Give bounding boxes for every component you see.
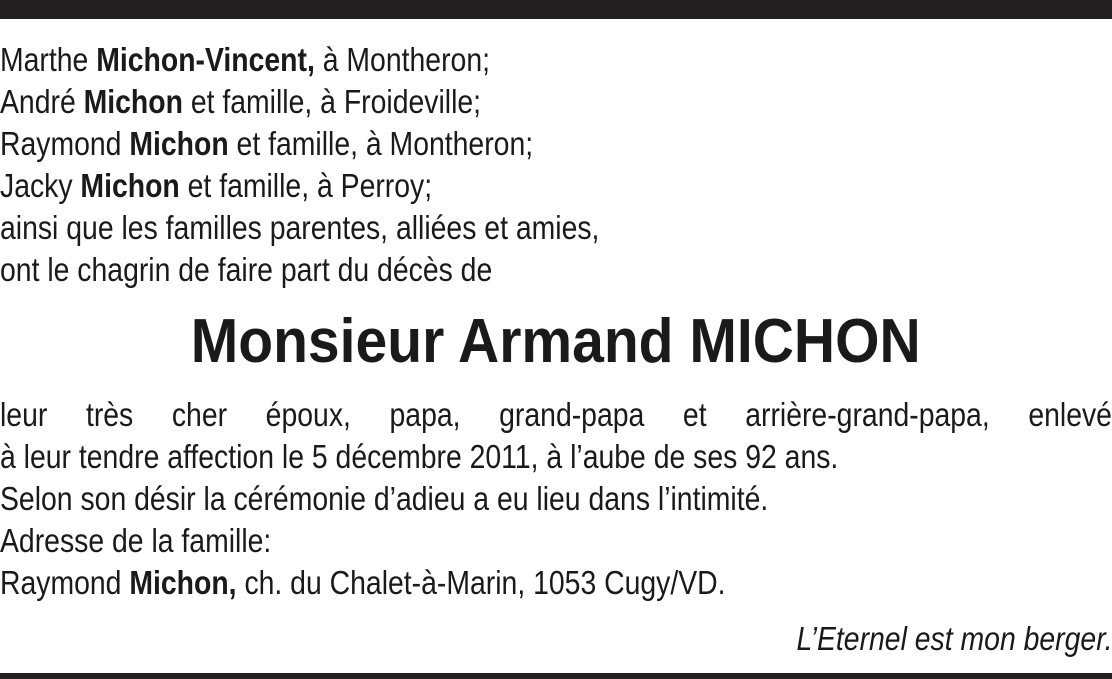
family-line-andre: André Michon et famille, à Froideville; [0,83,482,120]
family-line-marthe: Marthe Michon-Vincent, à Montheron; [0,41,490,78]
motto: L’Eternel est mon berger. [795,620,1112,657]
family-line-raymond: Raymond Michon et famille, à Montheron; [0,125,534,162]
family-line-jacky: Jacky Michon et famille, à Perroy; [0,167,433,204]
bottom-rule [0,673,1112,679]
body-line-3: Selon son désir la cérémonie d’adieu a eu lieu dans l’intimité. [0,480,769,517]
family-address: Raymond Michon, ch. du Chalet-à-Marin, 1053 Cugy/VD. [0,564,726,601]
address-heading: Adresse de la famille: [0,522,272,559]
deceased-name: Monsieur Armand MICHON [191,307,921,376]
relatives-line: ainsi que les familles parentes, alliées et amies, [0,209,600,246]
body-line-1: leur très cher époux, papa, grand-papa et arrière-grand-papa, enlevé [0,396,1112,433]
top-rule [0,0,1112,19]
body-line-2: à leur tendre affection le 5 décembre 2011, à l’aube de ses 92 ans. [0,438,839,475]
intro-line: ont le chagrin de faire part du décès de [0,251,493,288]
